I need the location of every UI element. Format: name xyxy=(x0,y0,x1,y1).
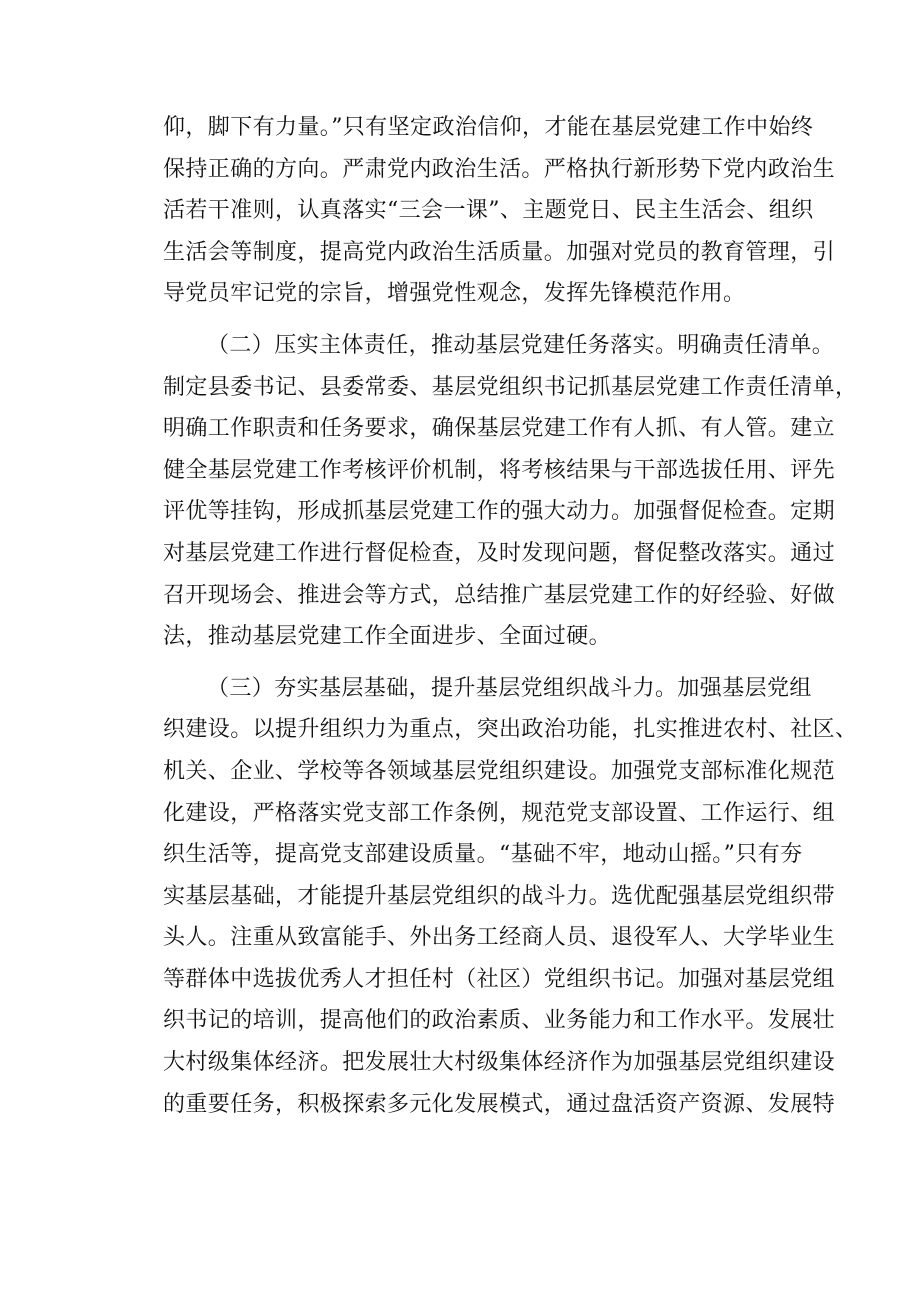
text-line: 健全基层党建工作考核评价机制，将考核结果与干部选拔任用、评先 xyxy=(163,457,836,483)
paragraph-2 xyxy=(163,325,858,658)
text-line: 评优等挂钩，形成抓基层党建工作的强大动力。加强督促检查。定期 xyxy=(163,499,836,525)
text-line: 头人。注重从致富能手、外出务工经商人员、退役军人、大学毕业生 xyxy=(163,925,836,951)
text-line-indented: （三）夯实基层基础，提升基层党组织战斗力。加强基层党组 xyxy=(207,675,812,701)
text-line: 活若干准则，认真落实“三会一课”、主题党日、民主生活会、组织 xyxy=(163,198,814,224)
text-line: 化建设，严格落实党支部工作条例，规范党支部设置、工作运行、组 xyxy=(163,800,836,826)
text-line: 机关、企业、学校等各领域基层党组织建设。加强党支部标准化规范 xyxy=(163,758,836,784)
text-line: 保持正确的方向。严肃党内政治生活。严格执行新形势下党内政治生 xyxy=(163,156,836,182)
text-line: 的重要任务，积极探索多元化发展模式，通过盘活资产资源、发展特 xyxy=(163,1091,836,1117)
text-line: 对基层党建工作进行督促检查，及时发现问题，督促整改落实。通过 xyxy=(163,540,836,566)
paragraph-gap xyxy=(163,315,783,325)
text-line-indented: （二）压实主体责任，推动基层党建任务落实。明确责任清单。 xyxy=(207,332,835,358)
text-line: 实基层基础，才能提升基层党组织的战斗力。选优配强基层党组织带 xyxy=(163,883,836,909)
text-line: 大村级集体经济。把发展壮大村级集体经济作为加强基层党组织建设 xyxy=(163,1050,836,1076)
text-line: 法，推动基层党建工作全面进步、全面过硬。 xyxy=(163,624,612,650)
text-line: 制定县委书记、县委常委、基层党组织书记抓基层党建工作责任清单， xyxy=(163,374,858,400)
body-text xyxy=(163,107,858,1125)
text-line: 明确工作职责和任务要求，确保基层党建工作有人抓、有人管。建立 xyxy=(163,416,836,442)
text-line: 导党员牢记党的宗旨，增强党性观念，发挥先锋模范作用。 xyxy=(163,281,746,307)
text-line: 等群体中选拔优秀人才担任村（社区）党组织书记。加强对基层党组 xyxy=(163,966,836,992)
text-line: 生活会等制度，提高党内政治生活质量。加强对党员的教育管理，引 xyxy=(163,239,836,265)
paragraph-gap xyxy=(163,658,783,668)
paragraph-3 xyxy=(163,668,858,1126)
text-line: 织生活等，提高党支部建设质量。“基础不牢，地动山摇。”只有夯 xyxy=(163,842,803,868)
text-line: 织建设。以提升组织力为重点，突出政治功能，扎实推进农村、社区、 xyxy=(163,717,858,743)
text-line: 仰，脚下有力量。”只有坚定政治信仰，才能在基层党建工作中始终 xyxy=(163,115,814,140)
text-line: 织书记的培训，提高他们的政治素质、业务能力和工作水平。发展壮 xyxy=(163,1008,836,1034)
text-line: 召开现场会、推进会等方式，总结推广基层党建工作的好经验、好做 xyxy=(163,582,836,608)
paragraph-1 xyxy=(163,107,836,315)
